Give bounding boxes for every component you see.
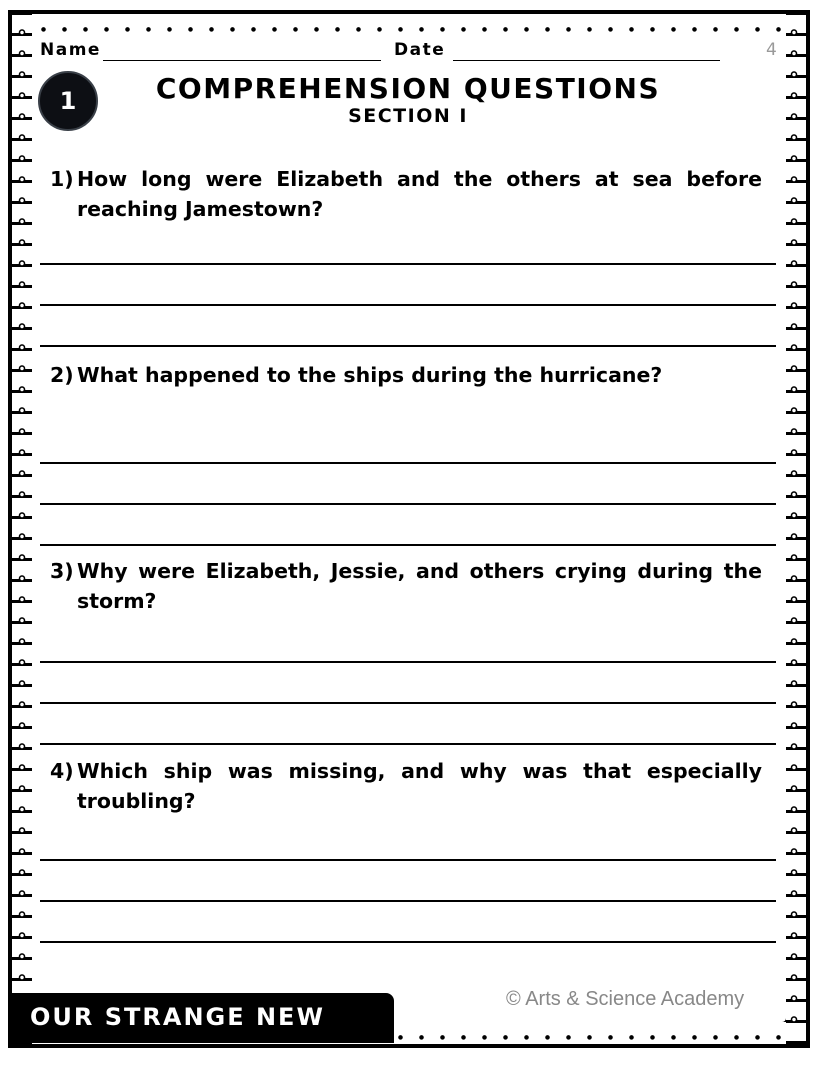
answer-line[interactable]: [40, 941, 776, 943]
answer-line[interactable]: [40, 900, 776, 902]
answer-line[interactable]: [40, 743, 776, 745]
name-field[interactable]: [103, 60, 381, 61]
border-right-dots: [790, 22, 798, 1032]
answer-line[interactable]: [40, 263, 776, 265]
page-title: COMPREHENSION QUESTIONS: [155, 72, 661, 105]
answer-line[interactable]: [40, 702, 776, 704]
border-left-dots: [18, 22, 26, 1032]
date-label: Date: [394, 40, 446, 60]
question-text: Which ship was missing, and why was that especially troubling?: [77, 759, 762, 813]
section-subtitle: SECTION I: [348, 105, 468, 127]
copyright-text: © Arts & Science Academy: [506, 988, 745, 1010]
answer-line[interactable]: [40, 462, 776, 464]
name-label: Name: [40, 40, 101, 60]
question-text: How long were Elizabeth and the others at sea before reaching Jamestown?: [77, 167, 762, 221]
question-1: [50, 164, 762, 224]
question-number: 3): [50, 559, 74, 583]
question-3: [50, 556, 762, 616]
question-number: 2): [50, 363, 74, 387]
question-number: 1): [50, 167, 74, 191]
answer-line[interactable]: [40, 661, 776, 663]
answer-line[interactable]: [40, 544, 776, 546]
answer-line[interactable]: [40, 345, 776, 347]
answer-line[interactable]: [40, 304, 776, 306]
answer-line[interactable]: [40, 503, 776, 505]
question-text: Why were Elizabeth, Jessie, and others crying during the storm?: [77, 559, 762, 613]
question-2: [50, 360, 762, 390]
question-4: [50, 756, 762, 816]
page-number: 4: [766, 40, 777, 60]
question-number: 4): [50, 759, 74, 783]
question-text: What happened to the ships during the hurricane?: [77, 363, 663, 387]
section-badge: 1: [38, 71, 98, 131]
date-field[interactable]: [453, 60, 720, 61]
book-title-banner: OUR STRANGE NEW LAND: [8, 993, 394, 1043]
answer-line[interactable]: [40, 859, 776, 861]
